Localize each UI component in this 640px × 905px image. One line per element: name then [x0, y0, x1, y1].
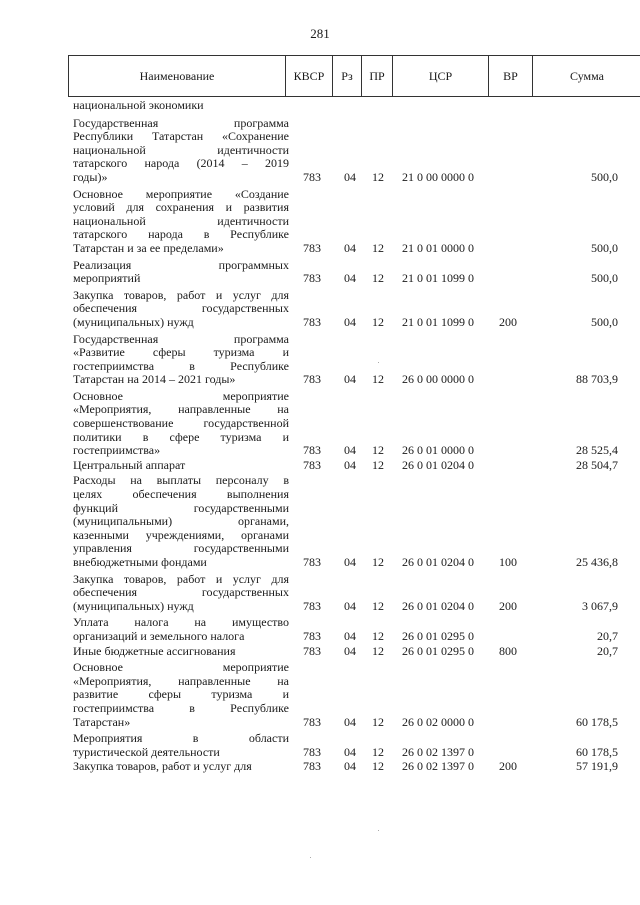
row-name-line: гостеприимства» [73, 443, 161, 458]
row-name-line: развитие сферы туризма и [73, 687, 289, 702]
table-row [0, 117, 640, 185]
row-name-line: организаций и земельного налога [73, 628, 245, 643]
row-name-line: Основное мероприятие [73, 388, 289, 403]
cell-csr: 26 0 02 0000 0 [402, 714, 474, 729]
table-row [0, 390, 640, 458]
cell-pr: 12 [372, 457, 384, 472]
row-name-line: обеспечения государственных [73, 585, 289, 600]
table-row [0, 732, 640, 759]
row-name-line: татарского народа в Республике [73, 227, 289, 242]
cell-sum: 500,0 [591, 169, 618, 184]
row-name-line: совершенствование государственной [73, 416, 289, 431]
cell-sum: 3 067,9 [582, 598, 618, 613]
row-name-line: Закупка товаров, работ и услуг для [73, 759, 252, 774]
row-name-line: Татарстан» [73, 714, 131, 729]
table-row [0, 333, 640, 387]
cell-vr: 200 [499, 598, 517, 613]
row-name-line: управления государственными [73, 541, 289, 556]
cell-rz: 04 [344, 372, 356, 387]
row-name-line: Уплата налога на имущество [73, 615, 289, 630]
row-name-line: (муниципальных) нужд [73, 314, 194, 329]
row-name [73, 259, 289, 286]
cell-sum: 500,0 [591, 271, 618, 286]
cell-csr: 21 0 01 1099 0 [402, 271, 474, 286]
header-name: Наименование [69, 56, 286, 96]
cell-kvsr: 783 [303, 714, 321, 729]
cell-sum: 88 703,9 [576, 372, 618, 387]
scan-speck [310, 857, 311, 858]
row-name-line: туристической деятельности [73, 744, 220, 759]
cell-sum: 500,0 [591, 240, 618, 255]
row-name [73, 474, 289, 569]
cell-kvsr: 783 [303, 744, 321, 759]
cell-csr: 26 0 00 0000 0 [402, 372, 474, 387]
table-row [0, 188, 640, 256]
cell-kvsr: 783 [303, 271, 321, 286]
cell-rz: 04 [344, 759, 356, 774]
row-name-line: Иные бюджетные ассигнования [73, 643, 236, 658]
row-name-line: Мероприятия в области [73, 731, 289, 746]
table-row [0, 661, 640, 729]
header-pr: ПР [362, 56, 393, 96]
row-name-line: татарского народа (2014 – 2019 [73, 156, 289, 171]
cell-csr: 26 0 01 0204 0 [402, 457, 474, 472]
row-name-line: обеспечения государственных [73, 301, 289, 316]
cell-rz: 04 [344, 271, 356, 286]
scan-speck [378, 830, 379, 831]
row-name [73, 289, 289, 330]
row-name-line: «Развитие сферы туризма и [73, 345, 289, 360]
cell-pr: 12 [372, 759, 384, 774]
cell-csr: 21 0 00 0000 0 [402, 169, 474, 184]
cell-csr: 26 0 01 0204 0 [402, 555, 474, 569]
cell-csr: 26 0 01 0000 0 [402, 443, 474, 458]
row-name [73, 333, 289, 387]
row-name-line: гостеприимства в Республике [73, 358, 289, 373]
row-name [73, 99, 289, 113]
row-name-line: целях обеспечения выполнения [73, 487, 289, 502]
row-name-line: политики в сфере туризма и [73, 429, 289, 444]
cell-sum: 500,0 [591, 314, 618, 329]
row-name-line: национальной идентичности [73, 142, 289, 157]
cell-pr: 12 [372, 372, 384, 387]
page-number: 281 [310, 26, 330, 41]
cell-vr: 200 [499, 314, 517, 329]
cell-pr: 12 [372, 643, 384, 658]
cell-rz: 04 [344, 643, 356, 658]
cell-csr: 26 0 01 0295 0 [402, 643, 474, 658]
row-name-line: Республики Татарстан «Сохранение [73, 129, 289, 144]
cell-sum: 25 436,8 [576, 555, 618, 569]
cell-sum: 60 178,5 [576, 744, 618, 759]
cell-vr: 200 [499, 759, 517, 774]
cell-csr: 21 0 01 1099 0 [402, 314, 474, 329]
table-row [0, 645, 640, 659]
header-vr: ВР [489, 56, 533, 96]
table-header [68, 55, 640, 97]
row-name-line: национальной идентичности [73, 213, 289, 228]
row-name [73, 390, 289, 458]
cell-rz: 04 [344, 598, 356, 613]
cell-pr: 12 [372, 240, 384, 255]
cell-csr: 26 0 01 0204 0 [402, 598, 474, 613]
cell-rz: 04 [344, 443, 356, 458]
row-name [73, 459, 289, 473]
cell-vr: 800 [499, 643, 517, 658]
row-name-line: мероприятий [73, 271, 141, 286]
row-name-line: Реализация программных [73, 257, 289, 272]
cell-kvsr: 783 [303, 759, 321, 774]
cell-vr: 100 [499, 555, 517, 569]
cell-rz: 04 [344, 457, 356, 472]
row-name-line: «Мероприятия, направленные на [73, 673, 289, 688]
row-name-line: (муниципальных) нужд [73, 598, 194, 613]
row-name-line: Татарстан на 2014 – 2021 годы» [73, 372, 236, 387]
header-kvsr: КВСР [286, 56, 333, 96]
cell-sum: 20,7 [597, 628, 618, 643]
cell-rz: 04 [344, 628, 356, 643]
row-name [73, 661, 289, 729]
table-body [0, 99, 640, 774]
row-name-line: Основное мероприятие «Создание [73, 186, 289, 201]
row-name-line: «Мероприятия, направленные на [73, 402, 289, 417]
cell-rz: 04 [344, 744, 356, 759]
row-name-line: Расходы на выплаты персоналу в [73, 473, 289, 488]
row-name-line: Центральный аппарат [73, 457, 186, 472]
cell-csr: 26 0 02 1397 0 [402, 759, 474, 774]
cell-sum: 60 178,5 [576, 714, 618, 729]
table-row [0, 259, 640, 286]
row-name [73, 188, 289, 256]
row-name [73, 760, 289, 774]
cell-sum: 28 504,7 [576, 457, 618, 472]
cell-kvsr: 783 [303, 643, 321, 658]
row-name-line: функций государственными [73, 500, 289, 515]
cell-kvsr: 783 [303, 555, 321, 569]
cell-pr: 12 [372, 271, 384, 286]
row-name [73, 645, 289, 659]
table-row [0, 99, 640, 113]
cell-pr: 12 [372, 598, 384, 613]
cell-kvsr: 783 [303, 457, 321, 472]
row-name-line: Закупка товаров, работ и услуг для [73, 287, 289, 302]
header-rz: Рз [333, 56, 362, 96]
row-name-line: Государственная программа [73, 331, 289, 346]
cell-pr: 12 [372, 714, 384, 729]
cell-sum: 20,7 [597, 643, 618, 658]
cell-sum: 57 191,9 [576, 759, 618, 774]
cell-csr: 26 0 02 1397 0 [402, 744, 474, 759]
row-name-line: гостеприимства в Республике [73, 700, 289, 715]
header-sum: Сумма [570, 69, 604, 83]
cell-sum: 28 525,4 [576, 443, 618, 458]
cell-kvsr: 783 [303, 169, 321, 184]
cell-rz: 04 [344, 314, 356, 329]
table-row [0, 760, 640, 774]
row-name-line: Основное мероприятие [73, 660, 289, 675]
row-name-line: годы)» [73, 169, 108, 184]
row-name [73, 616, 289, 643]
row-name [73, 732, 289, 759]
table-row [0, 474, 640, 569]
row-name-line: Закупка товаров, работ и услуг для [73, 571, 289, 586]
row-name-line: Татарстан и за ее пределами» [73, 240, 224, 255]
cell-pr: 12 [372, 443, 384, 458]
cell-kvsr: 783 [303, 314, 321, 329]
row-name-line: условий для сохранения и развития [73, 200, 289, 215]
cell-pr: 12 [372, 314, 384, 329]
table-row [0, 459, 640, 473]
row-name-line: казенными учреждениями, органами [73, 527, 289, 542]
row-name-line: Государственная программа [73, 115, 289, 130]
cell-kvsr: 783 [303, 443, 321, 458]
cell-pr: 12 [372, 555, 384, 569]
cell-rz: 04 [344, 555, 356, 569]
header-csr: ЦСР [393, 56, 489, 96]
cell-csr: 26 0 01 0295 0 [402, 628, 474, 643]
cell-kvsr: 783 [303, 240, 321, 255]
cell-rz: 04 [344, 240, 356, 255]
row-name-line: (муниципальными) органами, [73, 514, 289, 529]
row-name [73, 117, 289, 185]
table-row [0, 289, 640, 330]
table-row [0, 573, 640, 614]
row-name [73, 573, 289, 614]
table-row [0, 616, 640, 643]
cell-rz: 04 [344, 169, 356, 184]
row-name-line: внебюджетными фондами [73, 555, 207, 569]
cell-csr: 21 0 01 0000 0 [402, 240, 474, 255]
cell-pr: 12 [372, 169, 384, 184]
cell-pr: 12 [372, 744, 384, 759]
cell-kvsr: 783 [303, 372, 321, 387]
cell-rz: 04 [344, 714, 356, 729]
row-name-line: национальной экономики [73, 98, 204, 112]
cell-kvsr: 783 [303, 628, 321, 643]
cell-pr: 12 [372, 628, 384, 643]
cell-kvsr: 783 [303, 598, 321, 613]
scan-speck [378, 362, 379, 363]
